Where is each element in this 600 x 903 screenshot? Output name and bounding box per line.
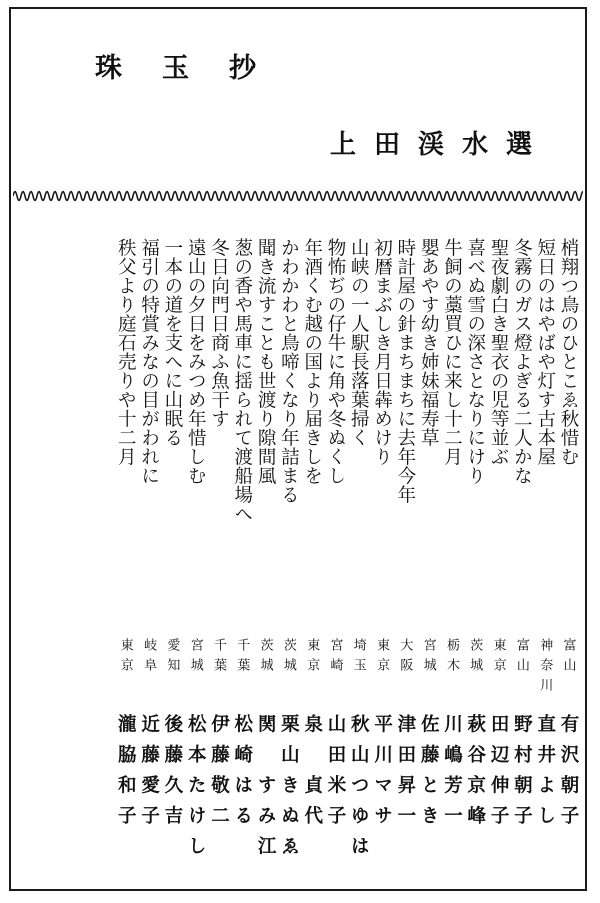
author-name: 平川マサ	[371, 714, 393, 836]
haiku-entry	[301, 238, 323, 836]
haiku-entry	[464, 238, 486, 836]
haiku-text: 葱の香や馬車に揺られて渡船場へ	[231, 238, 253, 523]
haiku-entry	[418, 238, 440, 836]
haiku-text: 聖夜劇白き聖衣の児等並ぶ	[488, 238, 510, 466]
prefecture: 東京	[490, 638, 506, 678]
haiku-entry	[394, 238, 416, 836]
haiku-text: 嬰あやす幼き姉妹福寿草	[418, 238, 440, 447]
haiku-text: 喜べぬ雪の深さとなりにけり	[464, 238, 486, 485]
author-name: 津田昇一	[394, 714, 416, 836]
author-name: 川嶋芳一	[441, 714, 463, 836]
prefecture: 茨城	[257, 638, 273, 678]
haiku-entry	[558, 238, 579, 836]
haiku-text: 年酒くむ越の国より届きしを	[301, 238, 323, 485]
haiku-entry	[348, 238, 370, 867]
prefecture: 愛知	[164, 638, 180, 678]
haiku-entry	[185, 238, 207, 867]
prefecture: 千葉	[234, 638, 250, 678]
author-name: 近藤愛子	[138, 714, 160, 836]
prefecture: 茨城	[467, 638, 483, 678]
haiku-entry	[208, 238, 230, 836]
author-name: 松本たけし	[185, 714, 207, 867]
prefecture: 千葉	[211, 638, 226, 678]
haiku-text: 冬日向門日商ふ魚干す	[208, 238, 230, 428]
haiku-text: 時計屋の針まちまちに去年今年	[394, 238, 416, 504]
haiku-text: 一本の道を支へに山眠る	[161, 238, 183, 447]
author-name: 直井よし	[534, 714, 556, 836]
haiku-entry	[161, 238, 183, 836]
haiku-entry	[511, 238, 533, 836]
prefecture: 岐阜	[141, 638, 157, 678]
haiku-entry	[488, 238, 510, 836]
haiku-entry	[255, 238, 277, 867]
haiku-text: 牛飼の藁買ひに来し十二月	[441, 238, 463, 466]
prefecture: 東京	[117, 638, 133, 678]
author-name: 佐藤とき	[418, 714, 440, 836]
author-name: 有沢朝子	[558, 714, 579, 836]
author-name: 野村朝子	[511, 714, 533, 836]
prefecture: 東京	[374, 638, 390, 678]
prefecture: 宮城	[420, 638, 436, 678]
haiku-text: 梢翔つ鳥のひとこゑ秋惜む	[558, 238, 579, 466]
haiku-entry	[325, 238, 346, 836]
prefecture: 宮城	[187, 638, 203, 678]
haiku-text: かわかわと鳥啼くなり年詰まる	[278, 238, 300, 504]
author-name: 田辺伸子	[488, 714, 510, 836]
author-name: 松崎はる	[231, 714, 253, 836]
haiku-entry	[138, 238, 160, 836]
haiku-entry	[278, 238, 300, 867]
prefecture: 富山	[560, 638, 576, 678]
author-name: 泉 貞代	[301, 714, 323, 836]
haiku-entry	[231, 238, 253, 836]
author-name: 栗山きぬゑ	[278, 714, 300, 867]
page-title: 珠玉抄	[95, 53, 296, 84]
author-name: 後藤久吉	[161, 714, 183, 836]
haiku-text: 物怖ぢの仔牛に角や冬ぬくし	[325, 238, 346, 485]
haiku-text: 聞き流すことも世渡り隙間風	[255, 238, 277, 485]
haiku-entry	[441, 238, 463, 836]
wavy-divider	[13, 183, 583, 209]
prefecture: 富山	[513, 638, 529, 678]
author-name: 山田米子	[325, 714, 346, 836]
haiku-text: 秩父より庭石売りや十二月	[115, 238, 137, 466]
prefecture: 埼玉	[350, 638, 366, 678]
haiku-text: 短日のはやばや灯す古本屋	[534, 238, 556, 466]
haiku-entry	[371, 238, 393, 836]
prefecture: 大阪	[397, 638, 413, 678]
prefecture: 茨城	[280, 638, 296, 678]
author-name: 秋山つゆは	[348, 714, 370, 867]
author-name: 瀧脇和子	[115, 714, 137, 836]
haiku-text: 福引の特賞みなの目がわれに	[138, 238, 160, 485]
selector-name: 上田渓水選	[330, 130, 551, 160]
haiku-entry	[534, 238, 556, 836]
haiku-text: 山峡の一人駅長落葉掃く	[348, 238, 370, 447]
haiku-text: 冬霧のガス燈よぎる二人かな	[511, 238, 533, 485]
haiku-text: 初暦まぶしき月日犇めけり	[371, 238, 393, 466]
prefecture: 宮崎	[327, 638, 343, 678]
prefecture: 栃木	[444, 638, 459, 678]
haiku-text: 遠山の夕日をみつめ年惜しむ	[185, 238, 207, 485]
haiku-entry	[115, 238, 137, 836]
author-name: 伊藤敬二	[208, 714, 230, 836]
author-name: 萩谷京峰	[464, 714, 486, 836]
prefecture: 東京	[304, 638, 320, 678]
prefecture: 神奈川	[537, 638, 553, 698]
author-name: 関 すみ江	[255, 714, 277, 867]
